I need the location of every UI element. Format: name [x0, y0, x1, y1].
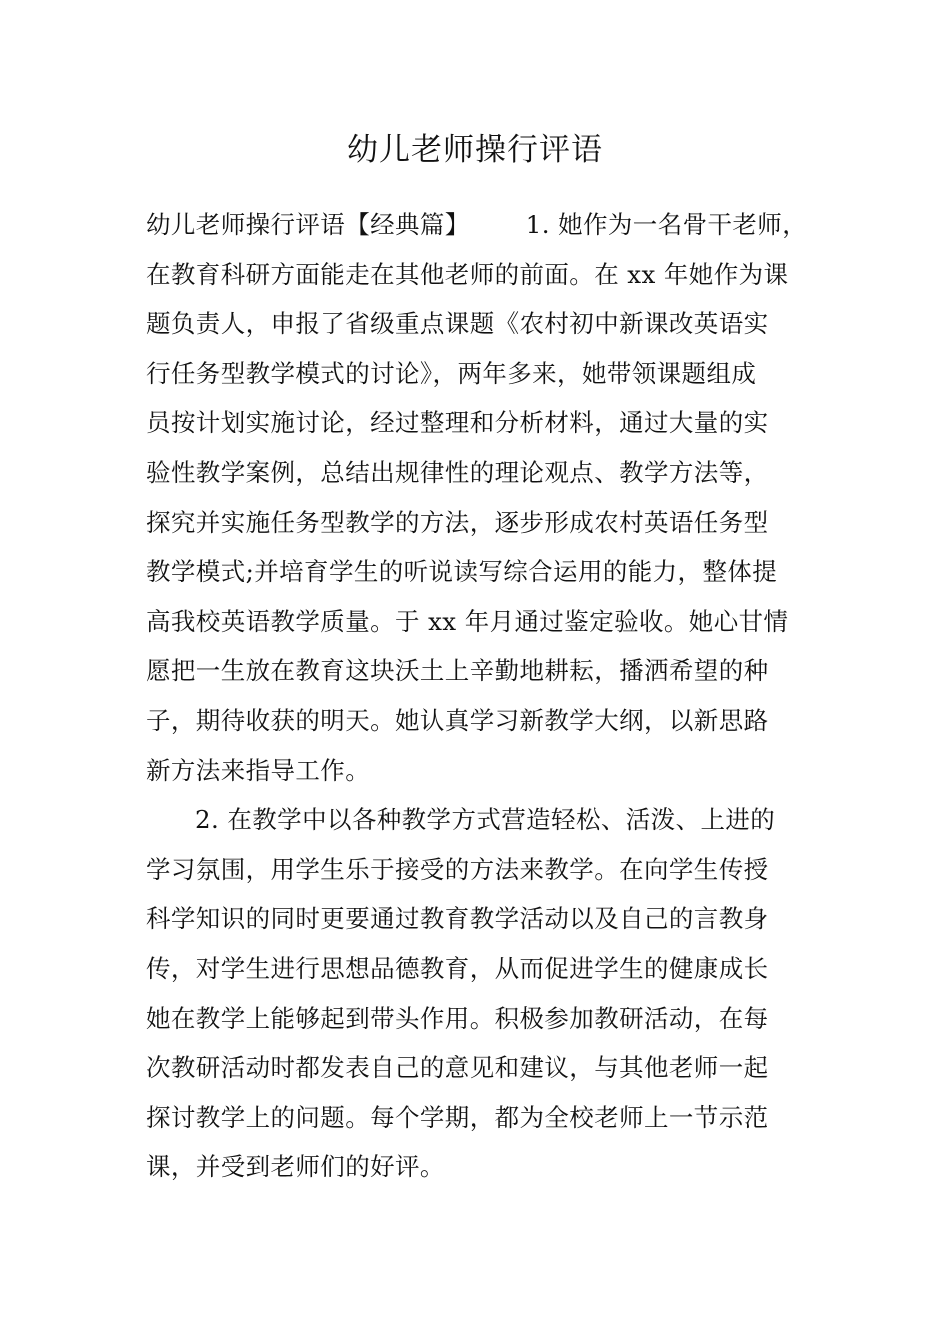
paragraph-line: 教学模式;并培育学生的听说读写综合运用的能力，整体提 — [146, 557, 778, 587]
paragraph-line: 题负责人，申报了省级重点课题《农村初中新课改英语实 — [146, 309, 769, 339]
paragraph-line: 学习氛围，用学生乐于接受的方法来教学。在向学生传授 — [146, 854, 769, 884]
paragraph-line: 员按计划实施讨论，经过整理和分析材料，通过大量的实 — [146, 408, 769, 438]
paragraph-line: 传，对学生进行思想品德教育，从而促进学生的健康成长 — [146, 953, 769, 983]
lead-line-text: 她作为一名骨干老师， — [558, 210, 808, 239]
paragraph-line: 愿把一生放在教育这块沃土上辛勤地耕耘，播洒希望的种 — [146, 656, 769, 686]
paragraph-line: 课，并受到老师们的好评。 — [146, 1152, 445, 1182]
paragraph-line: 行任务型教学模式的讨论》，两年多来，她带领课题组成 — [146, 358, 757, 388]
paragraph-line: 验性教学案例，总结出规律性的理论观点、教学方法等， — [146, 457, 769, 487]
paragraph-2 — [146, 795, 816, 1192]
paragraph-line: 子，期待收获的明天。她认真学习新教学大纲，以新思路 — [146, 705, 769, 735]
paragraph-line: 探讨教学上的问题。每个学期，都为全校老师上一节示范 — [146, 1102, 769, 1132]
paragraph-line: 次教研活动时都发表自己的意见和建议，与其他老师一起 — [146, 1053, 769, 1083]
section-heading: 幼儿老师操行评语【经典篇】 — [146, 210, 470, 239]
paragraph-line: 新方法来指导工作。 — [146, 755, 371, 785]
paragraph-line: 在教育科研方面能走在其他老师的前面。在 xx 年她作为课 — [146, 259, 789, 289]
item-number: 1. — [525, 210, 550, 239]
paragraph-line: 高我校英语教学质量。于 xx 年月通过鉴定验收。她心甘情 — [146, 606, 789, 636]
paragraph-line: 2. 在教学中以各种教学方式营造轻松、活泼、上进的 — [195, 805, 776, 835]
document-body — [146, 200, 816, 1192]
lead-line — [146, 200, 816, 250]
document-title: 幼儿老师操行评语 — [347, 132, 603, 168]
paragraph-1 — [146, 250, 816, 796]
paragraph-line: 她在教学上能够起到带头作用。积极参加教研活动，在每 — [146, 1003, 769, 1033]
paragraph-line: 科学知识的同时更要通过教育教学活动以及自己的言教身 — [146, 904, 769, 934]
paragraph-line: 探究并实施任务型教学的方法，逐步形成农村英语任务型 — [146, 507, 769, 537]
